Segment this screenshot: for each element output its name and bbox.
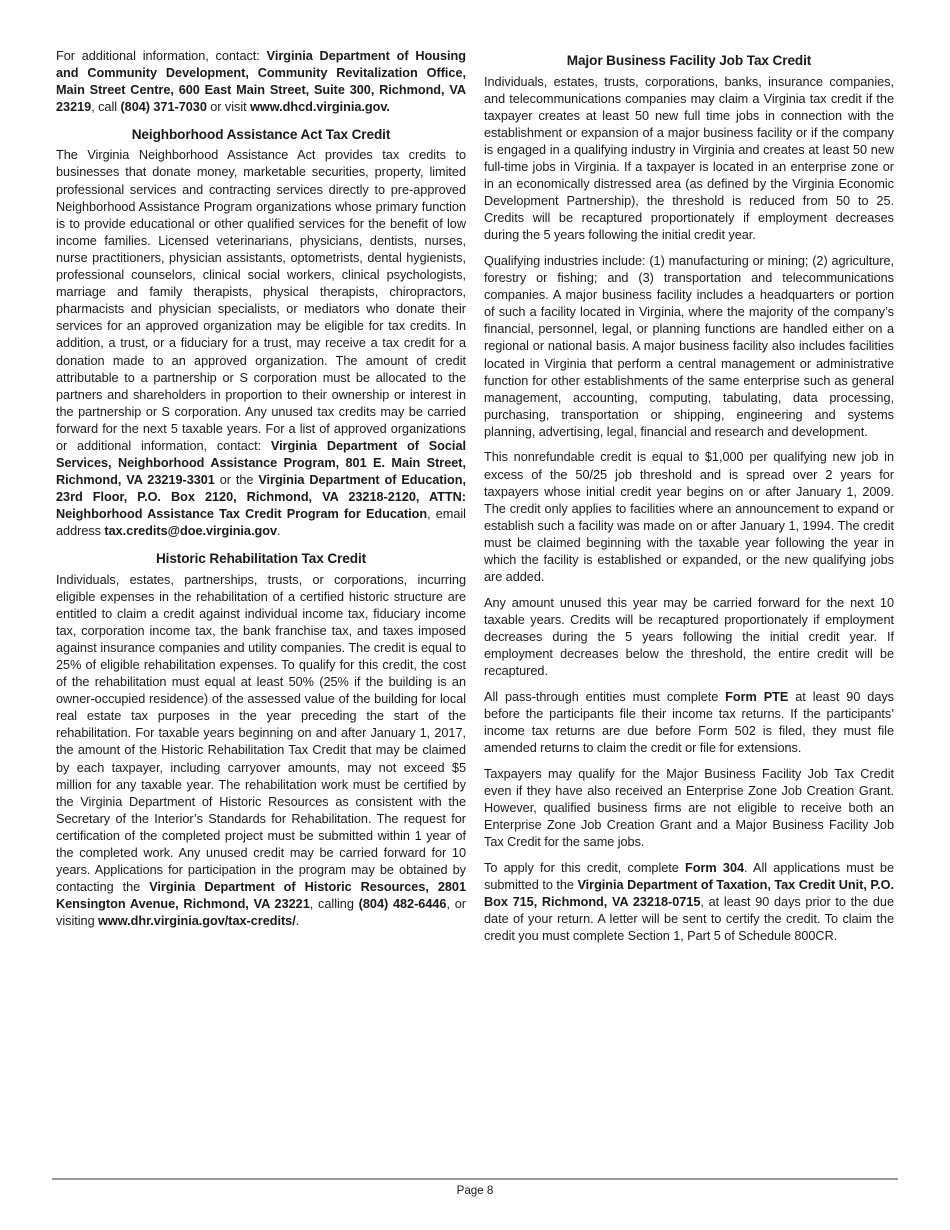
paragraph-mbf-how-to-apply: To apply for this credit, complete Form 304. All applications must be submitted to the Virginia Department of Taxation, Tax Credit Unit, P.O. Box 715, Richmond, VA 23218-0715, at least 90 days prior to the due date of your return. A letter will be sent to certify the credit. To claim the credit you must complete Section 1, Part 5 of Schedule 800CR. bbox=[484, 860, 895, 943]
paragraph-mbf-carryforward: Any amount unused this year may be carried forward for the next 10 taxable years. Credits will be recaptured proportionately if employment decreases during the 5 years following the initial credit year. If employment decreases below the threshold, the entire credit will be recaptured. bbox=[484, 595, 894, 679]
left-column bbox=[56, 48, 466, 931]
heading-historic-rehabilitation-tax-credit: Historic Rehabilitation Tax Credit bbox=[155, 551, 367, 567]
heading-neighborhood-assistance-act-tax-credit: Neighborhood Assistance Act Tax Credit bbox=[131, 126, 391, 142]
footer-divider bbox=[52, 1178, 898, 1180]
paragraph-mbf-credit-amount: This nonrefundable credit is equal to $1,000 per qualifying new job in excess of the 50/25 job threshold and is spread over 2 years for taxpayers whose initial credit year begins on or after January 1, 2009. The credit only applies to facilities where an announcement to expand or establish such a facility was made on or after January 1, 1994. The credit must be claimed beginning with the taxable year following the year in which the facility is established or expanded, or the new qualifying jobs are added. bbox=[484, 450, 894, 585]
paragraph-mbf-qualifying-industries: Qualifying industries include: (1) manufacturing or mining; (2) agriculture, forestry or fishing; and (3) transportation and telecommunications companies. A major business facility includes a headquarters or portion of such a facility located in Virginia, where the majority of the company’s financial, personnel, legal, or planning functions are handled either on a regional or national basis. A major business facility also includes facilities located in Virginia that perform a central management or administrative function for other establishments of the same enterprise such as general management, accounting, computing, tabulating, data processing, purchasing, transportation or shipping, engineering and systems planning, advertising, legal, financial and research and development. bbox=[484, 253, 894, 439]
page-number: Page 8 bbox=[456, 1184, 494, 1197]
paragraph-mbf-enterprise-zone: Taxpayers may qualify for the Major Business Facility Job Tax Credit even if they have also received an Enterprise Zone Job Creation Grant. However, qualified business firms are not eligible to receive both an Enterprise Zone Job Creation Grant and a Major Business Facility Job Tax Credit for the same jobs. bbox=[484, 766, 894, 849]
two-column-layout bbox=[56, 48, 894, 1166]
heading-major-business-facility-job-tax-credit: Major Business Facility Job Tax Credit bbox=[566, 53, 812, 68]
paragraph-neighborhood-assistance-act: The Virginia Neighborhood Assistance Act provides tax credits to businesses that donate money, marketable securities, property, limited professional services and contracting services directly to pre-approved Neighborhood Assistance Program organizations whose primary function is to provide educational or other qualified services for the benefit of low income families. Licensed veterinarians, physicians, dentists, nurses, nurse practitioners, physician assistants, optometrists, dental hygienists, professional counselors, clinical social workers, clinical psychologists, marriage and family therapists, physical therapists, chiropractors, pharmacists and physician specialists, or mediators who donate their services for an approved organization may be eligible for tax credits. In addition, a trust, or a fiduciary for a trust, may receive a tax credit for a donation made to an approved organization. The amount of credit attributable to a partnership or S corporation must be allocated to the partners and shareholders in proportion to their ownership or interest in the partnership or S corporation. Any unused tax credits may be carried forward for the next 5 taxable years. For a list of approved organizations or additional information, contact: Virginia Department of Social Services, Neighborhood Assistance Program, 801 E. Main Street, Richmond, VA 23219-3301 or the Virginia Department of Education, 23rd Floor, P.O. Box 2120, Richmond, VA 23218-2120, ATTN: Neighborhood Assistance Tax Credit Program for Education, email address tax.credits@doe.virginia.gov. bbox=[56, 148, 466, 539]
right-column bbox=[484, 48, 894, 945]
paragraph-mbf-eligibility: Individuals, estates, trusts, corporations, banks, insurance companies, and telecommunications companies may claim a Virginia tax credit if the taxpayer creates at least 50 new full time jobs in connection with the establishment or expansion of a major business facility or if the company is engaged in a qualifying industry in Virginia and creates at least 50 new full-time jobs in Virginia. If a taxpayer is located in an enterprise zone or in an economically distressed area (as defined by the Virginia Economic Development Partnership), the threshold is reduced from 50 to 25. Credits will be recaptured proportionately if employment decreases during the 5 years following the initial credit year. bbox=[484, 74, 894, 243]
paragraph-historic-rehabilitation: Individuals, estates, partnerships, trusts, or corporations, incurring eligible expenses in the rehabilitation of a certified historic structure are entitled to claim a credit against individual income tax, fiduciary income tax, corporation income tax, the bank franchise tax, and taxes imposed against insurance companies and utility companies. The credit is equal to 25% of eligible rehabilitation expenses. To qualify for this credit, the cost of the rehabilitation must equal at least 50% (25% if the building is an owner-occupied residence) of the assessed value of the building for local real estate tax purposes in the year preceding the start of the rehabilitation. For taxable years beginning on and after January 1, 2017, the amount of the Historic Rehabilitation Tax Credit that may be claimed by each taxpayer, including carryover amounts, may not exceed $5 million for any taxable year. The rehabilitation work must be certified by the Virginia Department of Historic Resources as consistent with the Secretary of the Interior’s Standards for Rehabilitation. The request for certification of the completed project must be submitted within 1 year of the completed work. Any unused credit may be carried forward for 10 years. Applications for participation in the program may be obtained by contacting the Virginia Department of Historic Resources, 2801 Kensington Avenue, Richmond, VA 23221, calling (804) 482-6446, or visiting www.dhr.virginia.gov/tax-credits/. bbox=[56, 572, 466, 929]
paragraph-mbf-pass-through-entities: All pass-through entities must complete Form PTE at least 90 days before the participants file their income tax returns. If the participants’ income tax returns are due before Form 502 is filed, they must file amended returns to claim the credit or file for extensions. bbox=[484, 689, 895, 755]
paragraph-dhcd-contact: For additional information, contact: Virginia Department of Housing and Community Development, Community Revitalization Office, Main Street Centre, 600 East Main Street, Suite 300, Richmond, VA 23219, call (804) 371-7030 or visit www.dhcd.virginia.gov. bbox=[56, 49, 466, 115]
